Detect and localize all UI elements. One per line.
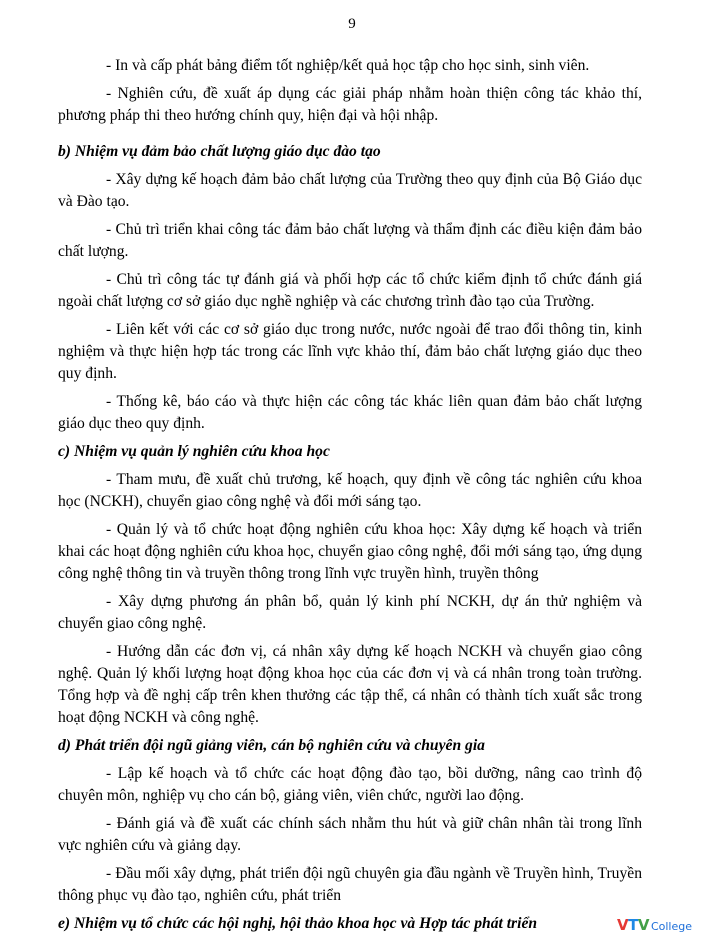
paragraph: - Nghiên cứu, đề xuất áp dụng các giải pháp nhằm hoàn thiện công tác khảo thí, phương pháp thi theo hướng chính quy, hiện đại và hội nhập. [58, 85, 642, 124]
paragraph: - Thống kê, báo cáo và thực hiện các công tác khác liên quan đảm bảo chất lượng giáo dục theo quy định. [58, 393, 642, 432]
section-heading: c) Nhiệm vụ quản lý nghiên cứu khoa học [58, 443, 330, 460]
logo-mark: VTV [617, 916, 649, 934]
section-heading: d) Phát triển đội ngũ giảng viên, cán bộ nghiên cứu và chuyên gia [58, 737, 485, 754]
paragraph: - Chủ trì triển khai công tác đảm bảo chất lượng và thẩm định các điều kiện đảm bảo chất lượng. [58, 221, 642, 260]
paragraph: - Xây dựng kế hoạch đảm bảo chất lượng của Trường theo quy định của Bộ Giáo dục và Đào tạo. [58, 171, 642, 210]
paragraph: - Liên kết với các cơ sở giáo dục trong nước, nước ngoài để trao đổi thông tin, kinh nghiệm và thực hiện hợp tác trong các lĩnh vực khảo thí, đảm bảo chất lượng giáo dục theo quy định. [58, 321, 642, 382]
paragraph: - Lập kế hoạch và tổ chức các hoạt động đào tạo, bồi dưỡng, nâng cao trình độ chuyên môn, nghiệp vụ cho cán bộ, giảng viên, viên chức, người lao động. [58, 765, 642, 804]
page-number: 9 [348, 16, 356, 32]
logo-text: College [650, 920, 692, 933]
section-heading: e) Nhiệm vụ tổ chức các hội nghị, hội thảo khoa học và Hợp tác phát triển [58, 915, 538, 932]
section-heading: b) Nhiệm vụ đảm bảo chất lượng giáo dục đào tạo [58, 143, 381, 160]
paragraph: - Xây dựng phương án phân bổ, quản lý kinh phí NCKH, dự án thử nghiệm và chuyển giao công nghệ. [58, 593, 642, 632]
paragraph: - Quản lý và tổ chức hoạt động nghiên cứu khoa học: Xây dựng kế hoạch và triển khai các hoạt động nghiên cứu khoa học, chuyển giao công nghệ, đổi mới sáng tạo, ứng dụng công nghệ thông tin và truyền thông trong lĩnh vực truyền hình, truyền thông [58, 521, 642, 582]
document-body [58, 55, 642, 941]
paragraph: - Hướng dẫn các đơn vị, cá nhân xây dựng kế hoạch NCKH và chuyển giao công nghệ. Quản lý khối lượng hoạt động khoa học của các đơn vị và cá nhân trong toàn trường. Tổng hợp và đề nghị cấp trên khen thưởng các tập thể, cá nhân có thành tích xuất sắc trong hoạt động NCKH và công nghệ. [58, 643, 642, 726]
vtv-college-logo [615, 916, 694, 934]
paragraph: - Tham mưu, đề xuất chủ trương, kế hoạch, quy định về công tác nghiên cứu khoa học (NCKH), chuyển giao công nghệ và đổi mới sáng tạo. [58, 471, 642, 510]
paragraph: - Chủ trì công tác tự đánh giá và phối hợp các tổ chức kiểm định tổ chức đánh giá ngoài chất lượng cơ sở giáo dục nghề nghiệp và các chương trình đào tạo của Trường. [58, 271, 642, 310]
paragraph: - Đầu mối xây dựng, phát triển đội ngũ chuyên gia đầu ngành về Truyền hình, Truyền thông phục vụ đào tạo, nghiên cứu, phát triển [58, 865, 642, 904]
paragraph: - Đánh giá và đề xuất các chính sách nhằm thu hút và giữ chân nhân tài trong lĩnh vực nghiên cứu và giảng dạy. [58, 815, 642, 854]
paragraph: - In và cấp phát bảng điểm tốt nghiệp/kết quả học tập cho học sinh, sinh viên. [106, 57, 590, 74]
